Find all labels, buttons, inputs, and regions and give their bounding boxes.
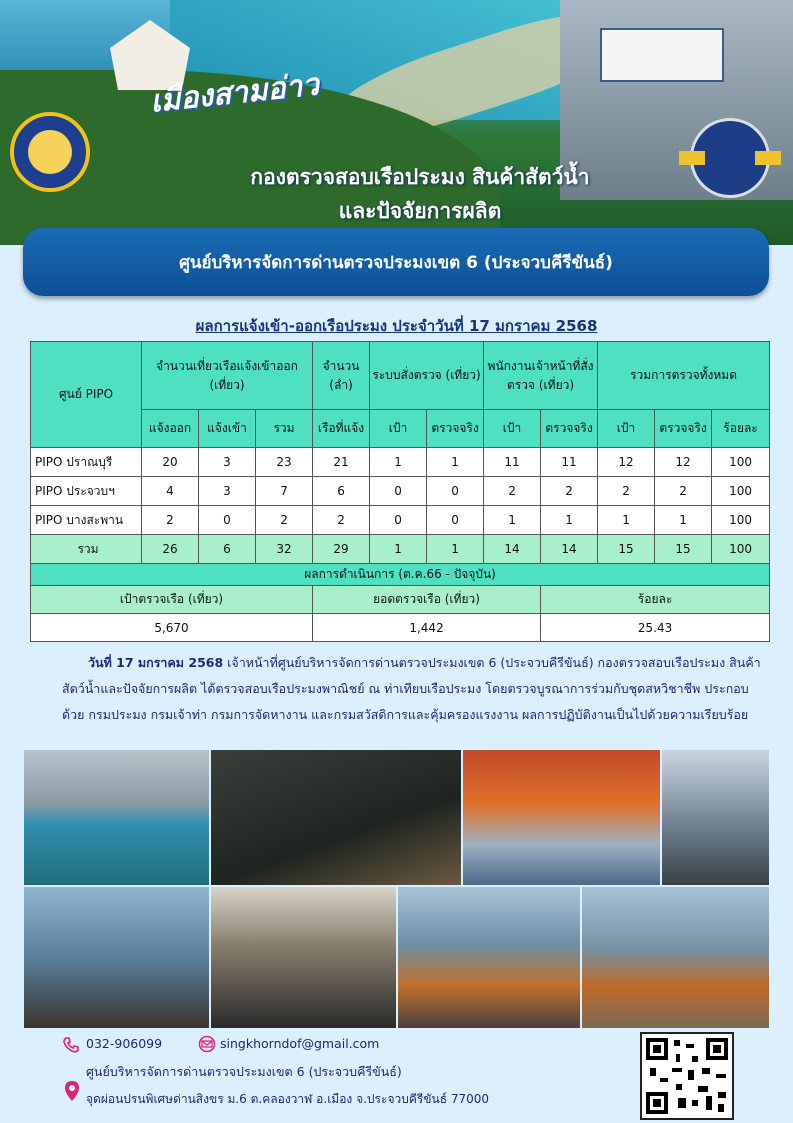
header-staff-order: พนักงานเจ้าหน้าที่สั่งตรวจ (เที่ยว) [484,342,598,410]
photo-fishing-net [211,750,461,885]
center-name: ศูนย์บริหารจัดการด่านตรวจประมงเขต 6 (ประจวบคีรีขันธ์) [179,253,613,273]
summary-paragraph [62,650,767,728]
row-cell: 2 [655,477,712,506]
subheader-10: ร้อยละ [712,410,770,448]
contact-office: ศูนย์บริหารจัดการด่านตรวจประมงเขต 6 (ประจวบคีรีขันธ์) [86,1064,402,1079]
row-cell: 14 [484,535,541,564]
perf-head-percent: ร้อยละ [541,586,770,614]
row-cell: 100 [712,448,770,477]
row-cell: 1 [655,506,712,535]
photo-officers-boats [24,887,209,1028]
qr-code[interactable] [640,1032,734,1120]
row-cell: 100 [712,535,770,564]
center-name-pill [23,228,769,296]
row-cell: 15 [598,535,655,564]
subheader-8: เป้า [598,410,655,448]
row-cell: 1 [370,535,427,564]
photo-officers-pier [662,750,769,885]
fishery-inspection-logo [690,118,770,198]
summary-body: เจ้าหน้าที่ศูนย์บริหารจัดการด่านตรวจประมงเขต 6 (ประจวบคีรีขันธ์) กองตรวจสอบเรือประมง สินค้าสัตว์น้ำและปัจจัยการผลิต ได้ตรวจสอบเรือประมงพาณิชย์ ณ ท่าเทียบเรือประมง โดยตรวจบูรณาการร่วมกับชุดสหวิชาชีพ ประกอบด้วย กรมประมง กรมเจ้าท่า กรมการจัดหางาน และกรมสวัสดิการและคุ้มครองแรงงาน ผลการปฏิบัติงานเป็นไปด้วยความเรียบร้อย [62,655,761,722]
subheader-3: เรือที่แจ้ง [313,410,370,448]
contact-email[interactable]: singkhorndof@gmail.com [220,1036,380,1051]
perf-head-actual: ยอดตรวจเรือ (เที่ยว) [313,586,541,614]
table-row [31,448,770,477]
photo-collage [24,750,769,1028]
banner-hotel [600,28,724,82]
row-cell: 20 [142,448,199,477]
row-name: PIPO บางสะพาน [31,506,142,535]
report-table [30,341,770,642]
subheader-0: แจ้งออก [142,410,199,448]
row-cell: 0 [370,477,427,506]
row-cell: 1 [427,535,484,564]
row-cell: 100 [712,477,770,506]
phone-icon [62,1036,80,1054]
row-cell: 11 [541,448,598,477]
row-cell: 12 [655,448,712,477]
row-cell: 0 [427,477,484,506]
row-cell: 2 [484,477,541,506]
row-name: PIPO ปราณบุรี [31,448,142,477]
summary-date: วันที่ 17 มกราคม 2568 [88,655,224,670]
header-banner [0,0,793,245]
row-cell: 100 [712,506,770,535]
row-cell: 1 [370,448,427,477]
header-total-inspection: รวมการตรวจทั้งหมด [598,342,770,410]
subheader-2: รวม [256,410,313,448]
report-title: ผลการแจ้งเข้า-ออกเรือประมง ประจำวันที่ 17 มกราคม 2568 [195,317,598,335]
row-cell: 29 [313,535,370,564]
subheader-5: ตรวจจริง [427,410,484,448]
photo-crew-lineup [582,887,769,1028]
subheader-9: ตรวจจริง [655,410,712,448]
subheader-4: เป้า [370,410,427,448]
contact-address: จุดผ่อนปรนพิเศษด่านสิงขร ม.6 ต.คลองวาฬ อ.เมือง จ.ประจวบคีรีขันธ์ 77000 [86,1092,490,1106]
perf-percent-value: 25.43 [541,614,770,642]
perf-head-target: เป้าตรวจเรือ (เที่ยว) [31,586,313,614]
row-cell: 1 [541,506,598,535]
header-order-system: ระบบสั่งตรวจ (เที่ยว) [370,342,484,410]
row-cell: 1 [598,506,655,535]
row-cell: 1 [484,506,541,535]
row-cell: 0 [199,506,256,535]
row-cell: 0 [427,506,484,535]
contact-phone[interactable]: 032-906099 [86,1036,163,1051]
subheader-6: เป้า [484,410,541,448]
photo-boat-hull [24,750,209,885]
row-name: PIPO ประจวบฯ [31,477,142,506]
location-pin-icon [64,1080,80,1102]
row-cell: 2 [598,477,655,506]
row-cell: 11 [484,448,541,477]
row-cell: 15 [655,535,712,564]
row-cell: 2 [313,506,370,535]
row-cell: 3 [199,448,256,477]
banner-title-line1: กองตรวจสอบเรือประมง สินค้าสัตว์น้ำ [250,165,590,189]
row-cell: 21 [313,448,370,477]
header-trips: จำนวนเที่ยวเรือแจ้งเข้าออก (เที่ยว) [142,342,313,410]
row-cell: 6 [313,477,370,506]
row-cell: 3 [199,477,256,506]
row-cell: 32 [256,535,313,564]
photo-team-inspection [211,887,396,1028]
row-cell: 23 [256,448,313,477]
qr-code-pattern [642,1034,732,1118]
row-cell: 12 [598,448,655,477]
email-icon [198,1035,216,1053]
table-row [31,477,770,506]
row-cell: 6 [199,535,256,564]
total-row [31,535,770,564]
banner-title [180,160,660,228]
photo-document-check [398,887,580,1028]
banner-title-line2: และปัจจัยการผลิต [338,199,502,223]
row-cell: 14 [541,535,598,564]
photo-fish-baskets [463,750,660,885]
row-name: รวม [31,535,142,564]
subheader-7: ตรวจจริง [541,410,598,448]
row-cell: 2 [256,506,313,535]
header-boats: จำนวน (ลำ) [313,342,370,410]
row-cell: 7 [256,477,313,506]
row-cell: 4 [142,477,199,506]
row-cell: 2 [541,477,598,506]
row-cell: 0 [370,506,427,535]
perf-actual-value: 1,442 [313,614,541,642]
table-row [31,506,770,535]
performance-title: ผลการดำเนินการ (ต.ค.66 - ปัจจุบัน) [31,564,770,586]
row-cell: 2 [142,506,199,535]
banner-city-label: เมืองสามอ่าว [148,67,321,120]
subheader-1: แจ้งเข้า [199,410,256,448]
department-of-fisheries-logo [10,112,90,192]
header-pipo: ศูนย์ PIPO [31,342,142,448]
row-cell: 1 [427,448,484,477]
row-cell: 26 [142,535,199,564]
perf-target-value: 5,670 [31,614,313,642]
